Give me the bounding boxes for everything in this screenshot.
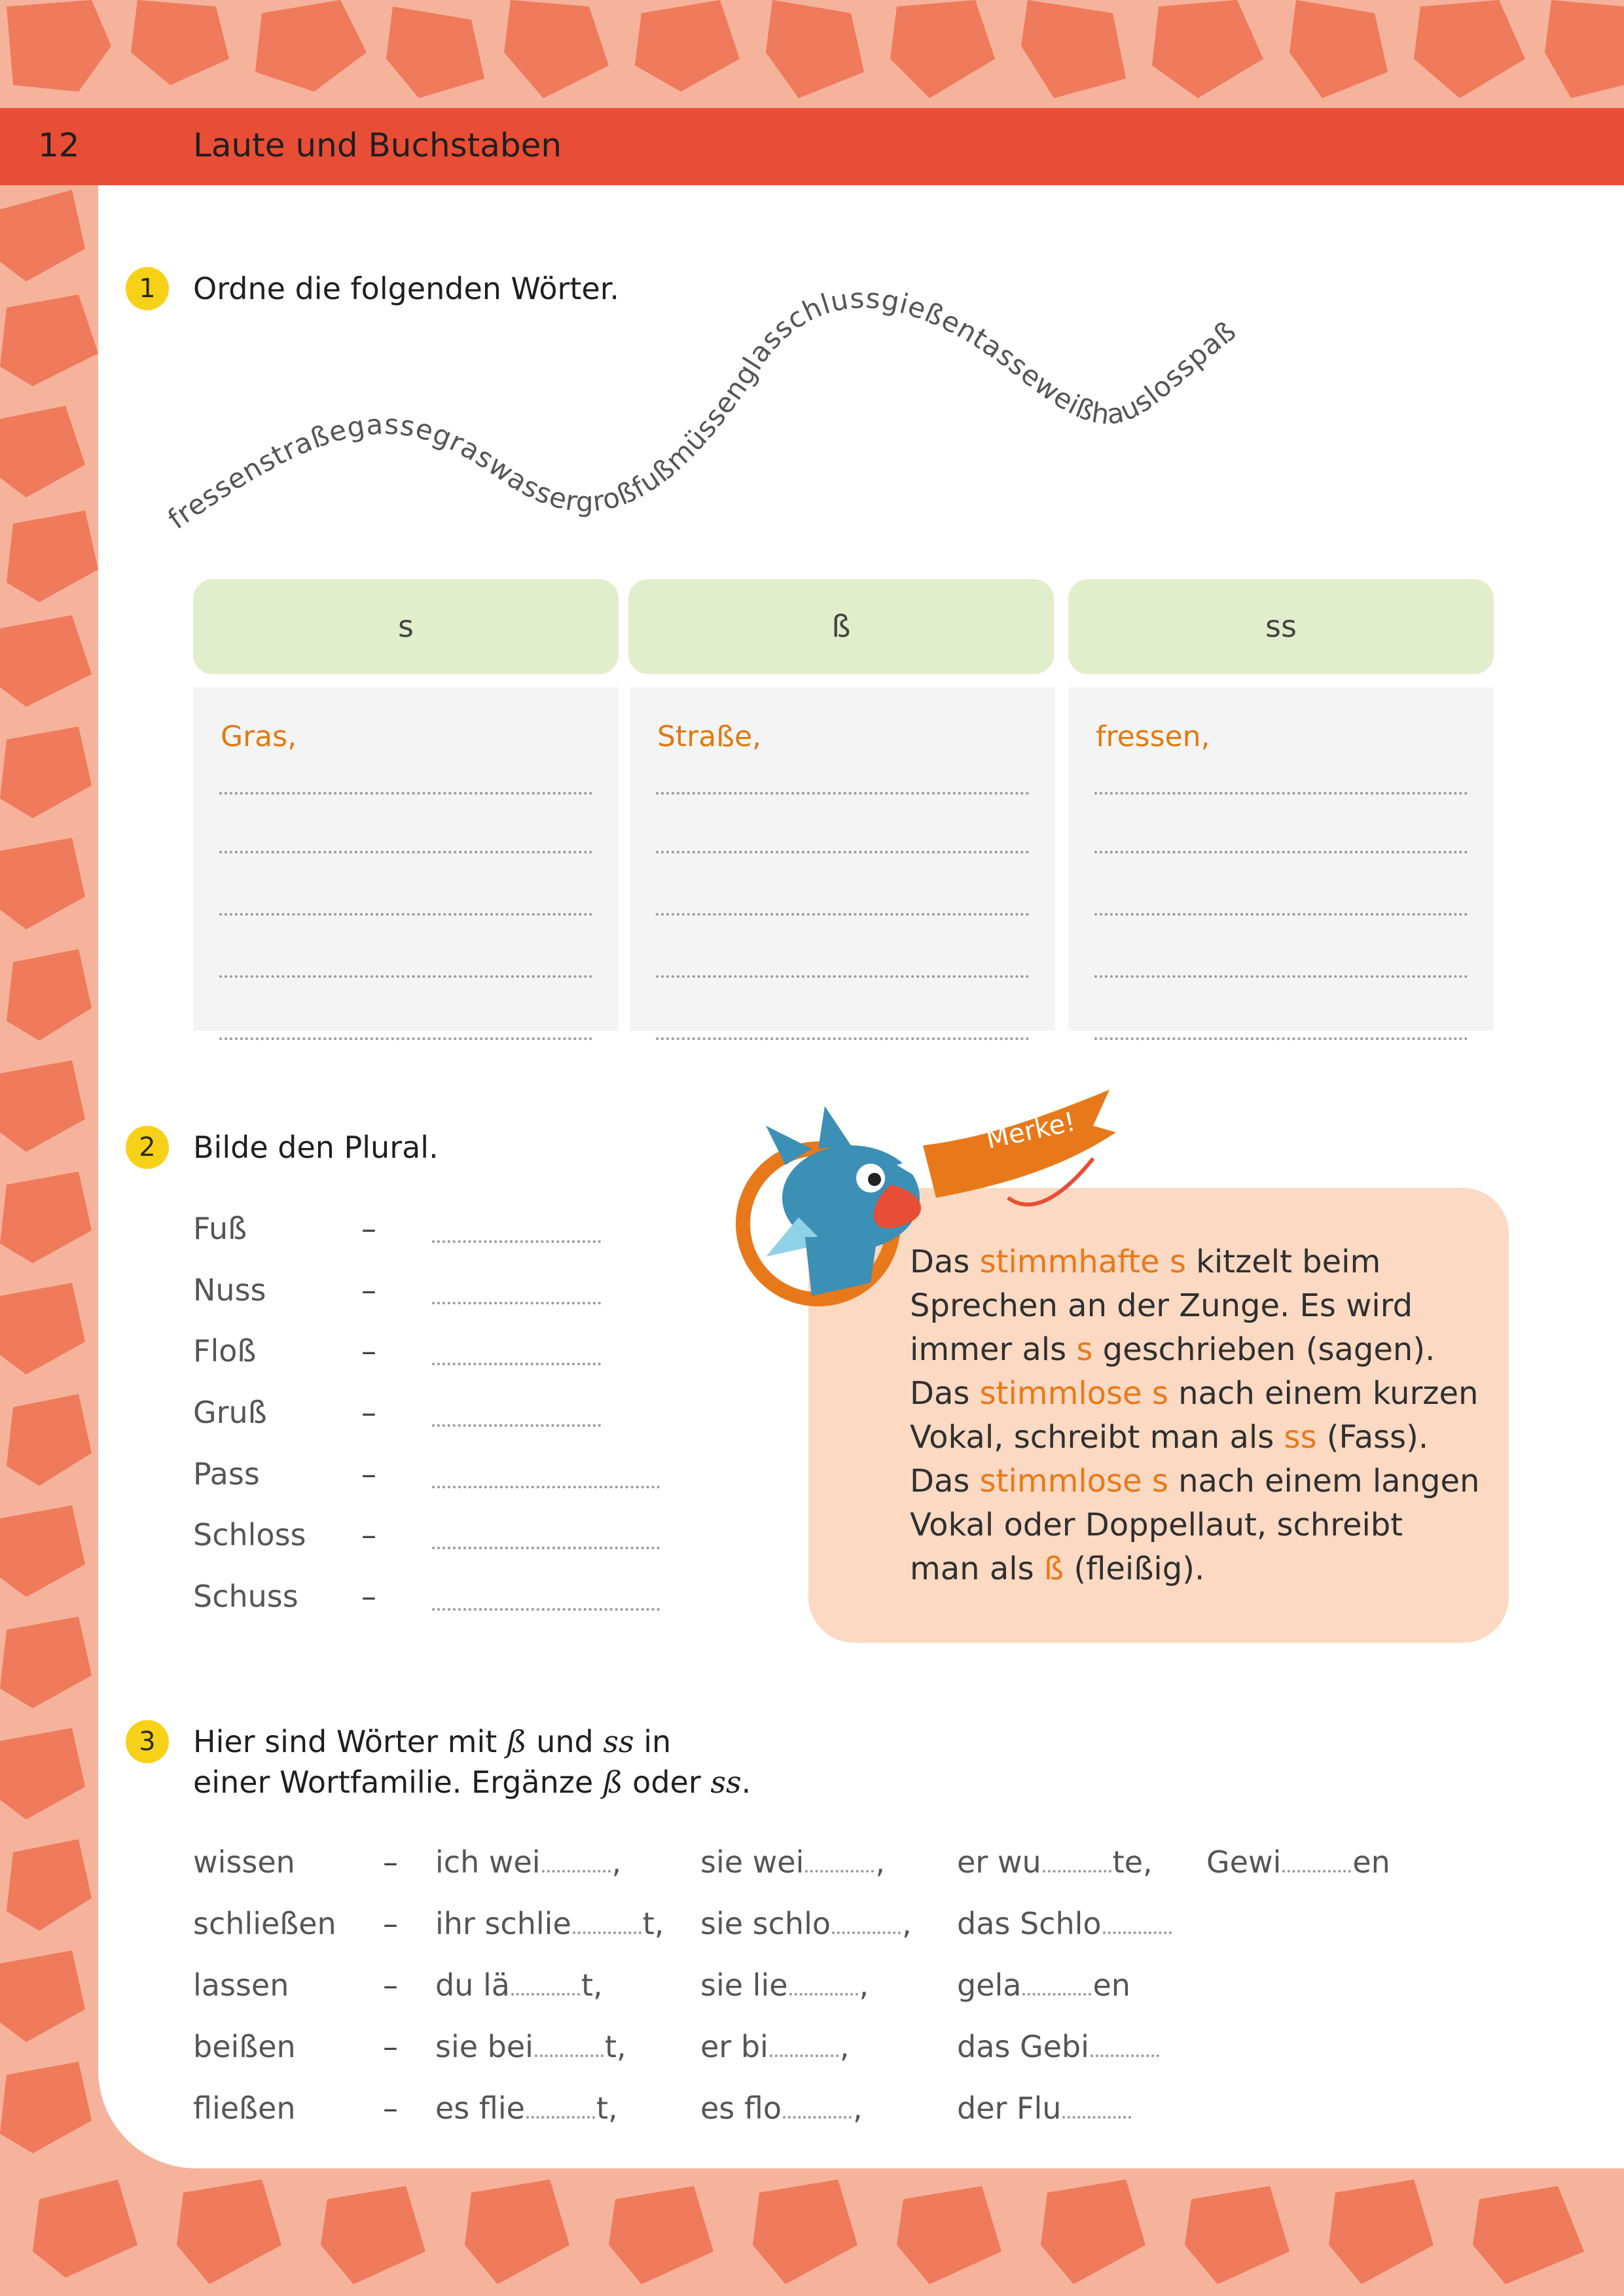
text-fragment: Das — [910, 1375, 980, 1412]
text-fragment — [193, 1762, 751, 1803]
fill-blank[interactable] — [1282, 1861, 1351, 1873]
word-form: er bi , — [700, 2029, 850, 2064]
word-form: das Gebi — [957, 2029, 1161, 2064]
plural-answer-blank[interactable] — [432, 1602, 660, 1611]
text-fragment: . — [741, 1765, 751, 1800]
fill-blank[interactable] — [770, 2045, 839, 2057]
task-number-badge: 3 — [126, 1720, 169, 1763]
text-fragment: und — [526, 1724, 604, 1759]
text-fragment — [910, 1372, 1486, 1416]
svg-text:fressenstraßegassegraswassergr — [162, 282, 1242, 535]
text-fragment — [910, 1547, 1486, 1591]
plural-word: Pass — [193, 1456, 260, 1492]
wave-text: fressenstraßegassegraswassergroßfußmüssenglasschlussgießentasseweißhauslosspaß — [162, 282, 1242, 536]
text-fragment: einer Wortfamilie. Ergänze — [193, 1765, 603, 1800]
text-fragment: Hier sind Wörter mit — [193, 1724, 507, 1759]
fill-blank[interactable] — [573, 1922, 641, 1934]
fill-blank[interactable] — [805, 1861, 874, 1873]
fill-blank[interactable] — [1091, 2045, 1159, 2057]
task-number-badge: 1 — [126, 267, 169, 310]
column-header-sz: ß — [628, 579, 1054, 674]
page-number: 12 — [38, 126, 80, 164]
text-fragment: s — [1076, 1331, 1093, 1368]
plural-word: Schloss — [193, 1517, 306, 1552]
answer-column-sz[interactable] — [630, 687, 1055, 1031]
column-header-s: s — [193, 579, 619, 674]
fill-blank[interactable] — [542, 1861, 611, 1873]
fill-blank[interactable] — [535, 2045, 604, 2057]
fill-blank[interactable] — [789, 1984, 858, 1996]
fill-blank[interactable] — [1103, 1922, 1172, 1934]
plural-answer-blank[interactable] — [432, 1295, 601, 1304]
text-fragment: nach einem kurzen — [1168, 1375, 1479, 1412]
wave-word-chain — [157, 281, 1309, 556]
plural-word: Schuss — [193, 1579, 298, 1614]
text-fragment: ss — [710, 1765, 742, 1800]
text-fragment: nach einem langen — [1168, 1463, 1480, 1499]
text-fragment — [910, 1460, 1486, 1503]
word-form: sie wei , — [700, 1844, 885, 1880]
text-fragment — [193, 1721, 751, 1762]
word-form: ihr schlie t, — [435, 1906, 664, 1941]
text-fragment: stimmlose s — [979, 1375, 1168, 1412]
word-form: sie lie , — [700, 1967, 869, 2003]
base-word: schließen — [193, 1906, 336, 1941]
fill-blank[interactable] — [1022, 1984, 1091, 1996]
text-fragment: immer als — [910, 1331, 1077, 1368]
page-header — [0, 108, 1624, 185]
dash: – — [361, 1579, 376, 1614]
plural-answer-blank[interactable] — [432, 1479, 660, 1488]
dash: – — [383, 2029, 398, 2064]
dash: – — [361, 1517, 376, 1552]
task1-instruction: Ordne die folgenden Wörter. — [193, 271, 620, 306]
example-word: Straße, — [657, 720, 769, 753]
text-fragment: Vokal, schreibt man als — [910, 1419, 1284, 1456]
dash: – — [383, 1906, 398, 1941]
chapter-title: Laute und Buchstaben — [193, 126, 562, 164]
base-word: fließen — [193, 2090, 296, 2126]
text-fragment: (fleißig). — [1064, 1551, 1205, 1587]
text-fragment: Das — [910, 1463, 980, 1499]
plural-word: Nuss — [193, 1272, 266, 1308]
text-fragment: geschrieben (sagen). — [1092, 1331, 1435, 1368]
plural-word: Gruß — [193, 1395, 267, 1430]
dash: – — [383, 1844, 398, 1880]
text-fragment — [910, 1240, 1486, 1284]
word-form: es flo , — [700, 2090, 863, 2126]
base-word: beißen — [193, 2029, 296, 2064]
dash: – — [383, 2090, 398, 2126]
plural-answer-blank[interactable] — [432, 1540, 660, 1549]
word-form: Gewi en — [1206, 1844, 1390, 1880]
text-fragment: ss — [603, 1724, 634, 1759]
word-form: ich wei , — [435, 1844, 622, 1880]
fill-blank[interactable] — [526, 2107, 595, 2119]
plural-answer-blank[interactable] — [432, 1356, 601, 1365]
plural-answer-blank[interactable] — [432, 1234, 601, 1243]
text-fragment — [910, 1416, 1486, 1460]
task-number-badge: 2 — [126, 1126, 169, 1169]
task3-instruction — [193, 1721, 751, 1803]
dash: – — [361, 1272, 376, 1308]
text-fragment: ss — [1284, 1419, 1317, 1456]
text-fragment: stimmhafte s — [979, 1244, 1186, 1280]
answer-column-ss[interactable] — [1068, 687, 1494, 1031]
dash: – — [361, 1395, 376, 1430]
example-word: fressen, — [1096, 720, 1218, 753]
plural-word: Fuß — [193, 1211, 247, 1246]
text-fragment: ß — [1043, 1551, 1064, 1587]
text-fragment: stimmlose s — [979, 1463, 1168, 1499]
word-form: er wu te, — [957, 1844, 1153, 1880]
text-fragment: Vokal oder Doppellaut, schreibt — [910, 1507, 1403, 1543]
text-fragment: kitzelt beim — [1185, 1244, 1381, 1280]
answer-column-s[interactable] — [193, 687, 619, 1031]
fill-blank[interactable] — [832, 1922, 901, 1934]
dash: – — [361, 1333, 376, 1369]
base-word: lassen — [193, 1967, 289, 2003]
word-form: sie bei t, — [435, 2029, 626, 2064]
word-form: der Flu — [957, 2090, 1132, 2126]
text-fragment: oder — [623, 1765, 711, 1800]
text-fragment: Das — [910, 1244, 980, 1280]
text-fragment — [910, 1328, 1486, 1372]
text-fragment: man als — [910, 1551, 1044, 1587]
word-form: es flie t, — [435, 2090, 618, 2126]
example-word: Gras, — [221, 720, 304, 753]
dash: – — [383, 1967, 398, 2003]
word-form: gela en — [957, 1967, 1130, 2003]
dash: – — [361, 1456, 376, 1492]
fill-blank[interactable] — [783, 2107, 852, 2119]
text-fragment: (Fass). — [1316, 1419, 1429, 1456]
dash: – — [361, 1211, 376, 1246]
plural-answer-blank[interactable] — [432, 1418, 601, 1427]
text-fragment: ß — [602, 1765, 623, 1800]
base-word: wissen — [193, 1844, 295, 1880]
word-form: du lä t, — [435, 1967, 603, 2003]
text-fragment: in — [634, 1724, 672, 1759]
task2-instruction: Bilde den Plural. — [193, 1130, 439, 1165]
column-header-ss: ss — [1068, 579, 1494, 674]
plural-word: Floß — [193, 1333, 257, 1369]
fill-blank[interactable] — [1043, 1861, 1111, 1873]
merke-rule-text — [910, 1240, 1486, 1591]
text-fragment: ß — [506, 1724, 527, 1759]
merke-label: Merke! — [983, 1107, 1079, 1155]
word-form: sie schlo , — [700, 1906, 912, 1941]
fill-blank[interactable] — [511, 1984, 580, 1996]
text-fragment: Sprechen an der Zunge. Es wird — [910, 1287, 1413, 1324]
fill-blank[interactable] — [1062, 2107, 1131, 2119]
word-form: das Schlo — [957, 1906, 1173, 1941]
